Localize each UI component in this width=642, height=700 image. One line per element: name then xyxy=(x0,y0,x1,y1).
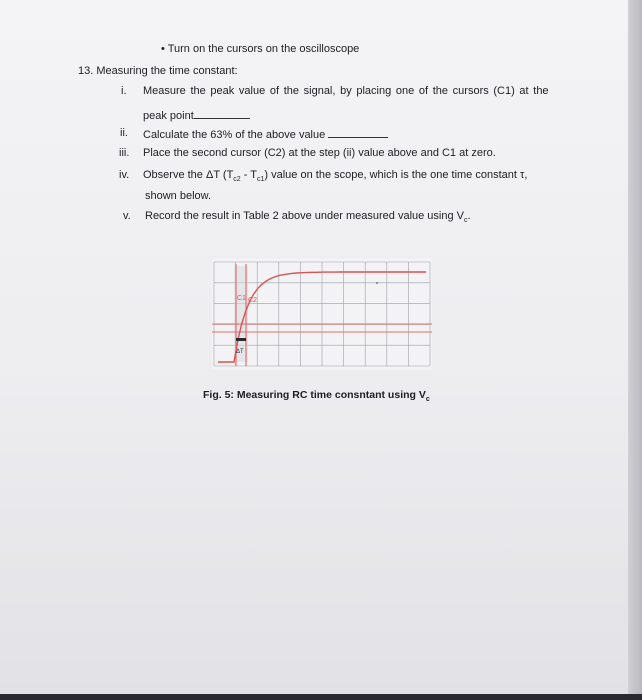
step-text-iv xyxy=(143,169,527,183)
cursor-label-c1: C1 xyxy=(237,295,246,302)
step-iv-sub1: c2 xyxy=(233,176,241,184)
figure-caption xyxy=(203,389,430,403)
step-number-i: i. xyxy=(121,85,127,97)
section-heading: 13. Measuring the time constant: xyxy=(78,65,238,77)
step-v-sub: c xyxy=(464,217,468,225)
step-iv-part3: ) value on the scope, which is the one time constant τ, xyxy=(264,169,528,181)
step-text-ii: Calculate the 63% of the above value xyxy=(143,129,326,141)
rc-time-constant-figure xyxy=(212,258,432,370)
step-iv-part1: Observe the ΔT (T xyxy=(143,169,234,181)
trace-dot xyxy=(376,282,378,284)
bullet-text: Turn on the cursors on the oscilloscope xyxy=(167,43,360,55)
step-v-main: Record the result in Table 2 above under measured value using V xyxy=(145,210,464,222)
step-cont-i xyxy=(143,108,250,122)
step-number-iii: iii. xyxy=(119,147,130,159)
bottom-shadow-bar xyxy=(0,694,642,700)
step-iv-sub2: c1 xyxy=(257,176,265,184)
bullet-marker: • xyxy=(161,43,165,55)
step-cont-iv: shown below. xyxy=(145,190,212,202)
figure-caption-sub: c xyxy=(425,396,430,404)
step-text-i: Measure the peak value of the signal, by placing one of the cursors (C1) at the xyxy=(143,85,549,97)
step-text-iii: Place the second cursor (C2) at the step (ii) value above and C1 at zero. xyxy=(143,147,496,159)
step-number-v: v. xyxy=(123,210,131,222)
step-cont-i-text: peak point xyxy=(143,110,194,122)
answer-blank-63 xyxy=(328,127,388,138)
answer-blank-peak xyxy=(194,108,250,119)
bullet-line xyxy=(161,43,359,55)
cursor-label-c2: C2 xyxy=(248,297,257,304)
step-iv-part2: - T xyxy=(240,169,257,181)
step-number-ii: ii. xyxy=(120,127,128,139)
step-number-iv: iv. xyxy=(119,169,130,181)
figure-caption-text: Fig. 5: Measuring RC time consntant using V xyxy=(203,389,426,401)
step-v-end: . xyxy=(467,210,471,222)
page-edge xyxy=(628,0,642,700)
step-line-ii xyxy=(143,127,388,141)
delta-t-label: ΔT xyxy=(236,349,244,355)
step-text-v xyxy=(145,210,471,224)
delta-t-bar xyxy=(236,338,246,341)
